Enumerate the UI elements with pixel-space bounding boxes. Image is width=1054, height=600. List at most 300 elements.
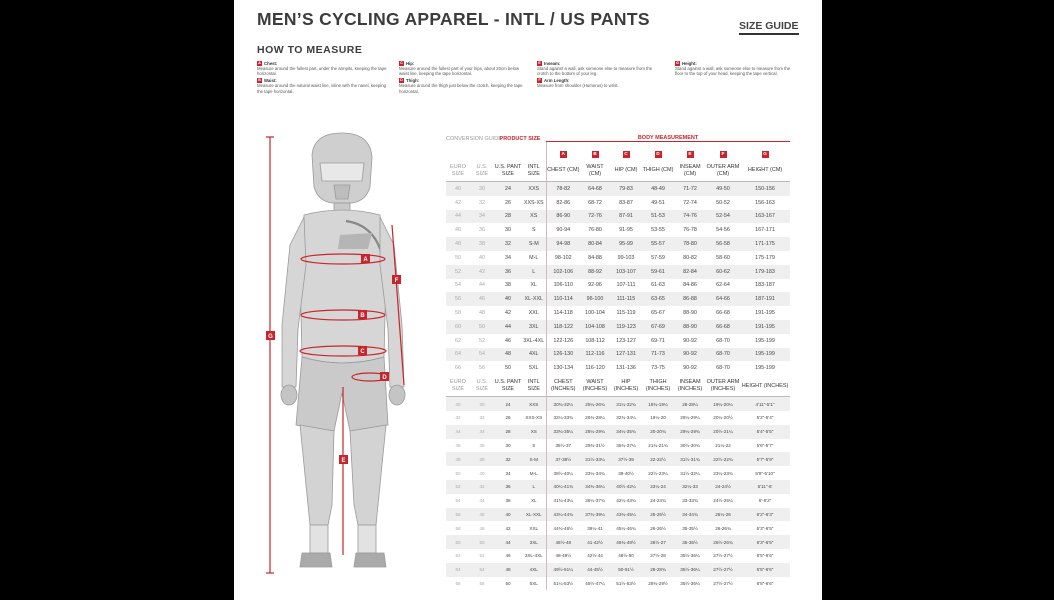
size-cell: XXL [528, 310, 539, 317]
size-cell: 56 [479, 365, 485, 372]
size-cell: 66 [455, 580, 461, 586]
size-cell: 22-22½ [642, 452, 674, 466]
measure-description: Stand against a wall, ask someone else to measure from the floor to the top of your head, keeping the tape vertical. [675, 66, 791, 77]
size-cell: XXS [522, 397, 546, 411]
size-cell: 28¾-29½ [648, 580, 668, 586]
size-cell: 179-183 [740, 265, 790, 279]
size-cell: 36¼-37¾ [585, 498, 605, 504]
size-cell: 55-57 [642, 237, 674, 251]
measure-item [675, 61, 799, 77]
size-row [446, 397, 790, 411]
size-cell: 34¾-36¼ [580, 480, 610, 494]
measure-item [257, 61, 387, 77]
size-cell: 22½-23¼ [648, 470, 668, 476]
badge-a: A [363, 257, 368, 263]
size-cell: 62-64 [716, 282, 730, 289]
size-cell: 5'2"-5'4" [756, 415, 774, 421]
size-cell: 31½-33¼ [580, 452, 610, 466]
size-cell: 40 [494, 292, 522, 306]
column-header: HEIGHT (CM) [740, 160, 790, 182]
size-cell: 80-84 [580, 237, 610, 251]
size-cell: 59-61 [642, 265, 674, 279]
size-cell: 31½-31¾ [674, 452, 706, 466]
size-cell: 24½-25¼ [713, 498, 733, 504]
measure-description: Measure around the natural waist line, inline with the navel, keeping the tape horizontal. [257, 83, 386, 94]
size-cell: 35-35½ [682, 525, 698, 531]
size-cell: 195-199 [755, 337, 775, 344]
size-cell: 84-86 [683, 282, 697, 289]
size-cell: 115-119 [616, 310, 636, 317]
size-cell: 48-49 [642, 182, 674, 196]
size-cell: 36 [494, 265, 522, 279]
size-cell: 62 [455, 553, 461, 559]
size-cell: 51¼-53½ [546, 577, 580, 591]
size-row [446, 549, 790, 563]
measure-letter-badge: D [400, 78, 403, 83]
size-cell: 46½-48 [546, 535, 580, 549]
size-cell: 62 [455, 337, 461, 344]
size-cell: 45¼-46¾ [616, 525, 636, 531]
size-cell: 34 [505, 254, 511, 261]
size-cell: 19¼-20¼ [706, 397, 740, 411]
size-cell: 82-84 [674, 265, 706, 279]
size-cell: XS [522, 210, 546, 224]
size-cell: 183-187 [755, 282, 775, 289]
column-letter-badge: G [763, 152, 767, 157]
size-cell: L [522, 265, 546, 279]
size-cell: M-L [529, 254, 539, 261]
size-cell: 50 [505, 365, 511, 372]
size-cell: XL [530, 282, 538, 289]
size-cell: 35-35½ [674, 535, 706, 549]
size-cell: 42 [455, 199, 461, 206]
size-cell: 38 [470, 237, 494, 251]
size-cell: 61-63 [651, 282, 665, 289]
size-cell: 27½-27½ [706, 563, 740, 577]
size-cell: 40¼-41¾ [546, 480, 580, 494]
size-cell: 33¼-34¾ [585, 470, 605, 476]
size-cell: 88-90 [683, 310, 697, 317]
size-cell: 34-34¾ [674, 508, 706, 522]
column-header-row [446, 375, 790, 397]
size-cell: 175-179 [755, 254, 775, 261]
size-cell: 86-90 [546, 210, 580, 224]
size-row [446, 251, 790, 265]
size-cell: 52 [446, 480, 470, 494]
size-cell: 107-111 [616, 282, 636, 289]
size-cell: 96-100 [580, 292, 610, 306]
size-cell: 66 [455, 365, 461, 372]
size-cell: 20½-21¼ [706, 425, 740, 439]
size-cell: 32 [494, 452, 522, 466]
size-row [446, 452, 790, 466]
column-letter-badge: C [624, 152, 628, 157]
size-cell: 5XL [529, 580, 538, 586]
measure-description: Measure from shoulder (Humerus) to wrist. [537, 83, 619, 89]
size-cell: 74-76 [674, 210, 706, 224]
column-header: U.S. SIZE [470, 375, 494, 397]
size-cell: XXS-XS [523, 199, 544, 206]
size-cell: 51½-53½ [616, 580, 636, 586]
size-cell: 18¾-19¼ [642, 397, 674, 411]
size-cell: 112-116 [580, 348, 610, 362]
size-cell: 167-171 [755, 227, 775, 234]
size-cell: 3XL [522, 535, 546, 549]
badge-b: B [360, 313, 365, 319]
size-cell: 27½-27½ [713, 553, 733, 559]
size-cell: XL-XXL [522, 292, 546, 306]
size-cell: 5'7"-5'9" [740, 452, 790, 466]
column-header: CHEST (CM) [546, 160, 580, 182]
size-cell: 88-92 [580, 265, 610, 279]
column-header: INTL SIZE [522, 375, 546, 397]
size-cell: 35¾-37¼ [616, 442, 636, 448]
size-cell: 43¼-44¾ [546, 508, 580, 522]
size-cell: 60 [446, 320, 470, 334]
size-cell: 24 [494, 182, 522, 196]
size-cell: 30 [505, 442, 511, 448]
size-cell: 56 [446, 508, 470, 522]
size-cell: 84-88 [588, 254, 602, 261]
size-row [446, 348, 790, 362]
size-cell: 34 [505, 470, 511, 476]
size-cell: 98-102 [546, 251, 580, 265]
size-cell: 116-120 [585, 365, 605, 372]
column-header: WAIST (INCHES) [580, 375, 610, 397]
size-cell: 46¾-48½ [610, 535, 642, 549]
size-guide-sheet [234, 0, 822, 600]
size-cell: 99-103 [617, 254, 635, 261]
size-cell: 50 [470, 535, 494, 549]
measure-letter-badge: G [676, 61, 679, 65]
size-cell: 126-130 [546, 348, 580, 362]
size-cell: 46 [505, 337, 511, 344]
size-cell: 48-49½ [546, 549, 580, 563]
column-header: EURO SIZE [446, 375, 470, 397]
size-cell: 171-175 [740, 237, 790, 251]
size-cell: 35½-36¼ [674, 563, 706, 577]
size-cell: 41¾-43¼ [546, 494, 580, 508]
size-cell: S-M [522, 237, 546, 251]
size-cell: 21¾-21¾ [648, 442, 668, 448]
size-row [446, 182, 790, 196]
size-cell: 195-199 [740, 348, 790, 362]
badge-d: D [382, 375, 387, 381]
measure-column [399, 61, 523, 95]
size-cell: 44 [446, 210, 470, 224]
size-cell: 50-52 [716, 199, 730, 206]
size-cell: 44 [479, 282, 485, 289]
size-cell: 64 [446, 563, 470, 577]
size-cell: 4XL [522, 563, 546, 577]
size-cell: 48 [494, 563, 522, 577]
size-row [446, 577, 790, 591]
size-cell: 42 [505, 310, 511, 317]
measure-column [537, 61, 663, 90]
size-cell: XL [530, 498, 537, 504]
measure-name: Thigh: [406, 78, 420, 84]
measure-column [675, 61, 799, 78]
measurement-letter-row [446, 142, 790, 161]
size-cell: 44 [479, 498, 485, 504]
size-cell: 6'3"-6'5" [756, 525, 774, 531]
measure-item [399, 78, 523, 94]
size-cell: 40 [479, 254, 485, 261]
size-cell: 46 [470, 508, 494, 522]
size-cell: 130-134 [546, 361, 580, 375]
size-cell: 195-199 [755, 365, 775, 372]
size-cell: 24-24½ [706, 480, 740, 494]
size-cell: 6'5"-6'6" [756, 553, 774, 559]
size-cell: 37-38½ [546, 452, 580, 466]
size-row [446, 306, 790, 320]
size-cell: 22½-22¾ [706, 452, 740, 466]
size-cell: S [532, 442, 536, 448]
size-cell: 32 [479, 199, 485, 206]
column-header: HEIGHT (INCHES) [740, 375, 790, 397]
size-cell: 90-92 [674, 348, 706, 362]
measure-name: Hip: [406, 61, 415, 66]
column-header: INTL SIZE [522, 160, 546, 182]
size-cell: 26½-26¾ [706, 535, 740, 549]
size-cell: 58 [455, 525, 461, 531]
size-cell: 80-82 [683, 254, 697, 261]
size-cell: 39¼-41 [587, 525, 603, 531]
size-cell: 48 [446, 452, 470, 466]
size-row [446, 480, 790, 494]
column-letter-badge: F [720, 151, 727, 158]
size-cell: 150-156 [740, 182, 790, 196]
size-cell: XXL [529, 525, 539, 531]
size-cell: 35½-36¼ [680, 553, 700, 559]
size-cell: 94-98 [546, 237, 580, 251]
size-row [446, 361, 790, 375]
measure-description: Measure around the thigh just below the crotch, keeping the tape horizontal. [399, 83, 523, 94]
measure-description: Measure around the fullest part, under the armpits, keeping the tape horizontal. [257, 66, 387, 77]
measure-item [537, 61, 663, 77]
size-cell: 38 [505, 498, 511, 504]
size-cell: 28¼-29¾ [580, 425, 610, 439]
measure-name: Waist: [264, 78, 277, 84]
size-cell: 46 [455, 442, 461, 448]
size-table-container [446, 122, 790, 590]
size-cell: 46 [455, 227, 461, 234]
measure-name: Chest: [264, 61, 278, 66]
size-row [446, 535, 790, 549]
size-cell: 44 [494, 535, 522, 549]
size-cell: 5XL [528, 365, 539, 372]
measure-letter-badge: F [538, 78, 541, 83]
size-cell: 48 [446, 237, 470, 251]
size-row [446, 411, 790, 425]
size-cell: S [531, 227, 536, 234]
column-header: CHEST (INCHES) [546, 375, 580, 397]
size-cell: 28 [494, 425, 522, 439]
size-cell: 27½-27½ [713, 580, 733, 586]
column-header: WAIST (CM) [580, 160, 610, 182]
size-cell: XL-XXL [522, 508, 546, 522]
size-cell: 191-195 [740, 320, 790, 334]
size-cell: 49-51 [651, 199, 665, 206]
size-cell: L [522, 480, 546, 494]
size-cell: 21¼-22 [715, 442, 731, 448]
size-cell: 52-54 [706, 210, 740, 224]
size-cell: 42½-44 [587, 553, 603, 559]
size-cell: 56-58 [706, 237, 740, 251]
size-row [446, 439, 790, 453]
size-cell: 52 [479, 553, 485, 559]
measure-item [399, 61, 523, 77]
size-cell: 27½-28 [650, 553, 666, 559]
size-cell: 24-24¾ [650, 498, 666, 504]
size-cell: 40 [479, 470, 485, 476]
size-cell: 28-28¾ [642, 563, 674, 577]
column-header: INSEAM (INCHES) [674, 375, 706, 397]
rider-measurement-figure [254, 125, 434, 585]
size-cell: 57-59 [651, 254, 665, 261]
size-cell: 83-87 [619, 199, 633, 206]
size-cell: 103-107 [610, 265, 642, 279]
measure-letter-badge: C [400, 61, 403, 65]
size-cell: 3XL-4XL [523, 337, 545, 344]
size-cell: 68-70 [716, 365, 730, 372]
size-cell: 52 [479, 337, 485, 344]
size-cell: 79-83 [610, 182, 642, 196]
size-cell: 6'2"-6'3" [740, 508, 790, 522]
size-row [446, 466, 790, 480]
size-cell: 91-95 [619, 227, 633, 234]
size-row [446, 508, 790, 522]
size-cell: XXS [522, 182, 546, 196]
size-cell: 6'5"-6'6" [756, 580, 774, 586]
size-row [446, 425, 790, 439]
column-letter-badge: B [593, 152, 597, 157]
size-cell: 33-33¾ [682, 498, 698, 504]
size-cell: 64-66 [706, 292, 740, 306]
size-cell: 20¼-20½ [713, 415, 733, 421]
measure-description: Measure around the fullest part of your hips, about 20cm below waist line, keeping the tape horizontal. [399, 66, 520, 77]
measure-letter-badge: A [258, 61, 261, 65]
size-cell: 32 [479, 415, 485, 421]
size-cell: 118-122 [546, 320, 580, 334]
column-header: OUTER ARM (INCHES) [706, 375, 740, 397]
size-cell: 90-92 [683, 337, 697, 344]
measure-column [257, 61, 387, 95]
size-cell: 56 [446, 292, 470, 306]
size-cell: 187-191 [740, 292, 790, 306]
size-cell: 37¾-39¼ [580, 508, 610, 522]
size-cell: 3XL [522, 320, 546, 334]
size-cell: 5'4"-5'5" [740, 425, 790, 439]
size-cell: 3XL-4XL [524, 553, 543, 559]
size-cell: XXS-XS [525, 415, 543, 421]
size-cell: 34¼-35¾ [610, 425, 642, 439]
size-cell: 38½-40¼ [546, 466, 580, 480]
size-cell: 25-25½ [642, 508, 674, 522]
size-cell: 72-74 [683, 199, 697, 206]
size-cell: 68-70 [706, 348, 740, 362]
size-cell: 35½-36¼ [680, 580, 700, 586]
column-header: HIP (INCHES) [610, 375, 642, 397]
size-cell: 26-26¾ [715, 525, 731, 531]
size-table [446, 122, 790, 590]
size-cell: 111-115 [610, 292, 642, 306]
size-cell: 71-73 [642, 348, 674, 362]
size-cell: 95-99 [610, 237, 642, 251]
size-cell: 30 [470, 182, 494, 196]
size-cell: 48½-50 [618, 553, 634, 559]
size-cell: 64-68 [580, 182, 610, 196]
size-cell: 28-28¼ [674, 397, 706, 411]
size-cell: 40 [446, 397, 470, 411]
size-cell: M-L [529, 470, 538, 476]
measure-name: Height: [682, 61, 697, 66]
size-cell: 30 [470, 397, 494, 411]
measure-letter-badge: B [258, 78, 261, 83]
size-cell: 6'5"-6'6" [740, 563, 790, 577]
size-row [446, 210, 790, 224]
size-cell: 60 [446, 535, 470, 549]
size-cell: 90-94 [546, 223, 580, 237]
size-cell: 28¼-29¼ [680, 415, 700, 421]
size-cell: 43¾-45¼ [610, 508, 642, 522]
size-cell: 33¾-35¼ [546, 425, 580, 439]
size-cell: 49-50 [706, 182, 740, 196]
size-cell: 45½-47¼ [585, 580, 605, 586]
column-header: INSEAM (CM) [674, 160, 706, 182]
measure-name: Inseam: [544, 61, 561, 66]
size-cell: 42 [505, 525, 511, 531]
size-cell: 131-136 [616, 365, 636, 372]
badge-g: G [268, 334, 273, 340]
size-cell: 29¼-29¾ [674, 425, 706, 439]
size-cell: 156-163 [755, 199, 775, 206]
size-cell: 24 [494, 397, 522, 411]
size-cell: 69-71 [651, 337, 665, 344]
size-cell: 26-26½ [650, 525, 666, 531]
size-cell: 42 [470, 265, 494, 279]
size-row [446, 265, 790, 279]
size-cell: 54 [455, 282, 461, 289]
size-cell: 34 [470, 210, 494, 224]
size-cell: 6'-6'2" [758, 498, 772, 504]
size-cell: 40 [446, 182, 470, 196]
size-cell: 44 [446, 425, 470, 439]
size-cell: 50 [455, 470, 461, 476]
size-cell: 191-195 [755, 310, 775, 317]
size-cell: 72-76 [580, 210, 610, 224]
column-letter-badge: D [656, 152, 660, 157]
measure-description: Stand against a wall, ask someone else to measure from the crotch to the bottom of your leg. [537, 66, 653, 77]
size-cell: 63-65 [642, 292, 674, 306]
size-cell: 26 [505, 199, 511, 206]
measure-item [537, 78, 663, 88]
column-header: U.S. PANT SIZE [494, 375, 522, 397]
size-cell: 78-82 [546, 182, 580, 196]
size-cell: 30¾-32¼ [546, 397, 580, 411]
size-cell: 73-75 [651, 365, 665, 372]
size-cell: 50 [505, 580, 511, 586]
size-cell: 114-118 [546, 306, 580, 320]
size-cell: 66-68 [706, 320, 740, 334]
size-cell: 25¼-26 [706, 508, 740, 522]
size-cell: 32¾-34¼ [616, 415, 636, 421]
measure-name: Arm Length: [544, 78, 570, 84]
size-cell: 50-51½ [610, 563, 642, 577]
size-cell: 68-72 [588, 199, 602, 206]
size-cell: 119-123 [610, 320, 642, 334]
size-cell: 122-126 [546, 334, 580, 348]
